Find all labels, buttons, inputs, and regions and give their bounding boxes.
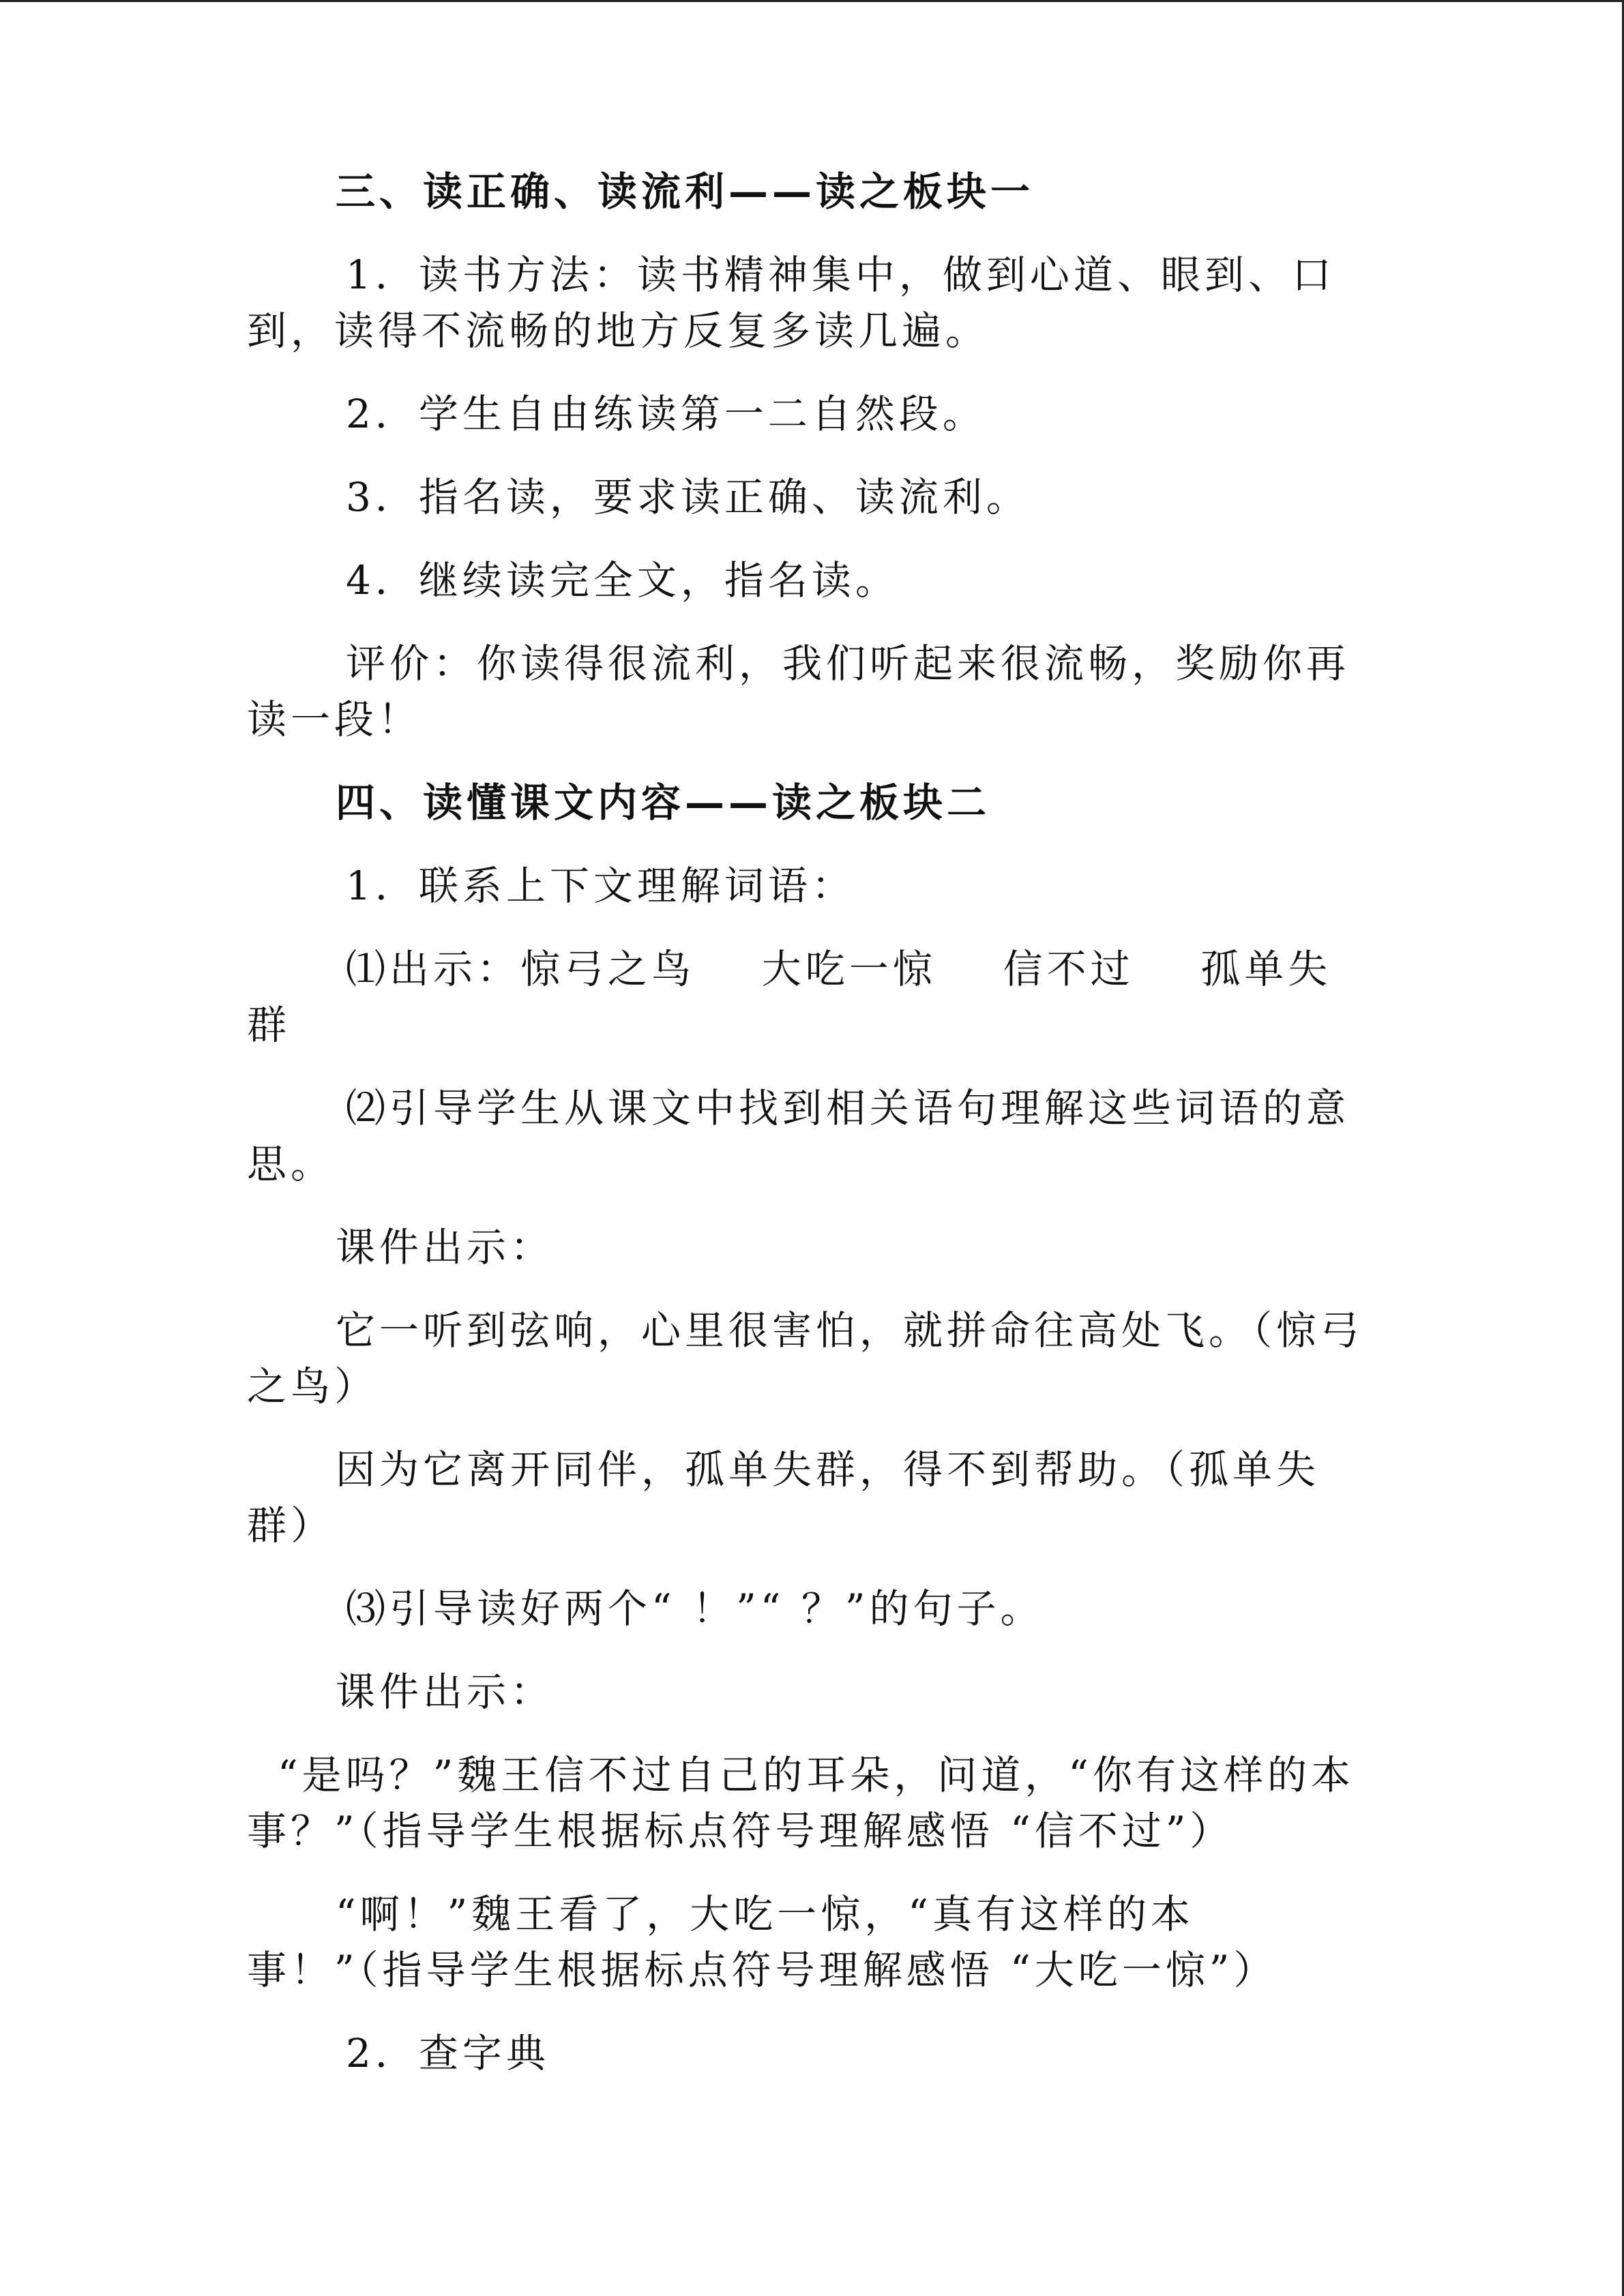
paragraph-context-words: 1．联系上下文理解词语：	[346, 863, 855, 909]
paragraph-guide-find: ⑵引导学生从课文中找到相关语句理解这些词语的意思。	[247, 1085, 1350, 1187]
paragraph-guide-read: ⑶引导读好两个“ ！”“ ？”的句子。	[346, 1585, 1044, 1632]
paragraph-evaluation: 评价：你读得很流利，我们听起来很流畅，奖励你再读一段！	[247, 640, 1350, 743]
section-heading-4: 四、读懂课文内容——读之板块二	[336, 779, 991, 826]
page-border-top	[0, 0, 1624, 2]
paragraph-courseware-2: 课件出示：	[336, 1669, 555, 1715]
paragraph-continue-reading: 4．继续读完全文，指名读。	[346, 557, 899, 603]
paragraph-quote-2: “啊！”魏王看了，大吃一惊，“真有这样的本事！”（指导学生根据标点符号理解感悟 “大吃一惊”）	[247, 1891, 1278, 1993]
paragraph-named-reading: 3．指名读，要求读正确、读流利。	[346, 474, 1030, 520]
document-body	[247, 164, 1372, 2108]
paragraph-dictionary: 2．查字典	[346, 2030, 550, 2076]
paragraph-example-1: 它一听到弦响，心里很害怕，就拼命往高处飞。（惊弓之鸟）	[247, 1307, 1364, 1410]
paragraph-show-words: ⑴出示：惊弓之鸟 大吃一惊 信不过 孤单失群	[247, 946, 1332, 1048]
section-heading-3: 三、读正确、读流利——读之板块一	[336, 168, 1035, 215]
paragraph-reading-method: 1．读书方法：读书精神集中，做到心道、眼到、口到，读得不流畅的地方反复多读几遍。	[247, 252, 1335, 354]
paragraph-courseware-1: 课件出示：	[336, 1224, 555, 1270]
paragraph-example-2: 因为它离开同伴，孤单失群，得不到帮助。（孤单失群）	[247, 1446, 1320, 1549]
paragraph-free-reading: 2．学生自由练读第一二自然段。	[346, 391, 986, 437]
paragraph-quote-1: “是吗？”魏王信不过自己的耳朵，问道，“你有这样的本事？”（指导学生根据标点符号理解感悟 “信不过”）	[247, 1752, 1355, 1854]
